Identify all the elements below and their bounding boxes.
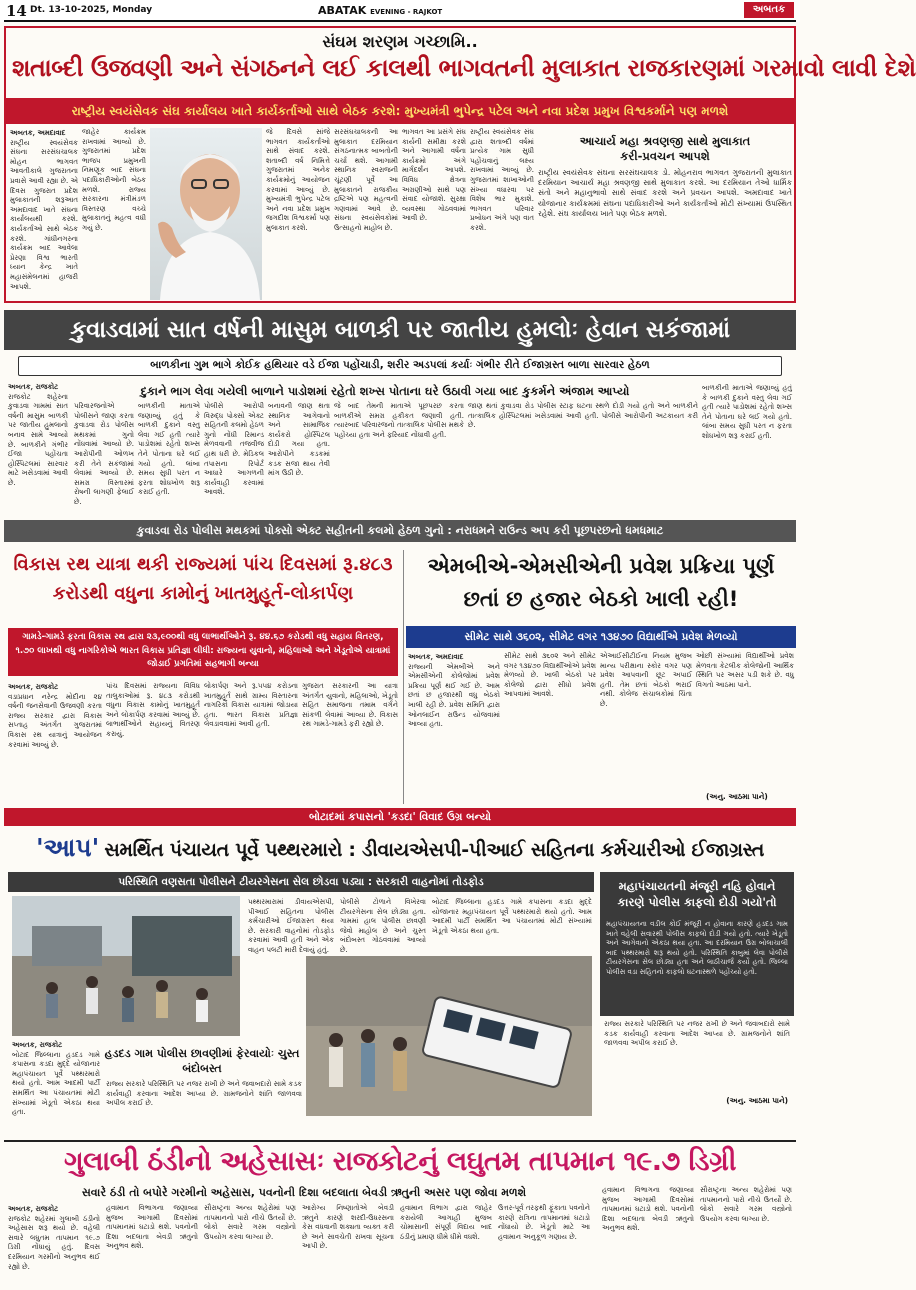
- headline-bar: [4, 310, 796, 350]
- inset-headline: દુકાને ભાગ લેવા ગયેલી બાળાને પાડોશમાં રહેતો શખ્સ પોતાના ઘરે ઉઠાવી ગયા બાદ કુકર્મને અંજામ આપ્યો: [140, 384, 630, 398]
- masthead-label: ABATAK EVENING - RAJKOT: [318, 4, 443, 17]
- article-column: આરોગ્ય નિષ્ણાતોએ બેવડી ઋતુને કારણે શરદી-ઉધરસના કેસ વધવાની શક્યતા વ્યક્ત કરી છે અને સાવચેતી રાખવા સૂચના આપી છે.: [302, 1204, 394, 1251]
- headline: વિકાસ રથ યાત્રા થકી રાજ્યમાં પાંચ દિવસમાં રૂ.૪૮૩ કરોડથી વધુના કામોનું ખાતમુહૂર્ત-લોકાર્પણ: [13, 554, 393, 604]
- sidebar-title: આચાર્ય મહા શ્રવણજી સાથે મુલાકાત કરી-પ્રવચન આપશે: [579, 134, 751, 163]
- article-column: અબતક, અમદાવાદ રાષ્ટ્રીય સ્વયંસેવક સંઘના સરસંઘચાલક મોહન ભાગવત આવતીકાલે ગુજરાતના પ્રવાસે આવી રહ્યા છે. એ દિવસ ગુજરાત પ્રદેશ મુલાકાતની શરૂઆત અમદાવાદ ખાતે સંઘના કાર્યાલયથી કરશે. કાર્યકર્તાઓ સાથે બેઠક કરશે. ગાંધીનગરના કાર્યક્રમ બાદ આવેલા પ્રેરણા વિશ્વ ભારતી ધ્યાન કેન્દ્ર ખાતે મહાસંમેલનમાં હાજરી આપશે.: [10, 128, 78, 291]
- subhead-bar: [8, 872, 594, 892]
- article-column: પોલીસે આરોપી વિરુદ્ધ પોક્સો એક્ટ સહિતની કલમો હેઠળ ગુનો નોંધી રિમાન્ડ મેળવવાની તજવીજ હાથ ધરી છે. મેડિકલ તપાસના રિપોર્ટ આધારે આગળની કાર્યવાહી કરવામાં આવશે.: [204, 402, 264, 497]
- article-column: અબતક, રાજકોટ રાજકોટ શહેરના કુવાડવા ગામમાં સાત વર્ષની માસુમ બાળકી પર જાતીય હુમલાનો બનાવ સામે આવ્યો છે. બાળકીને ગંભીર ઈજા પહોંચતા હોસ્પિટલમાં સારવાર માટે ખસેડવામાં આવી છે.: [8, 382, 68, 487]
- header-rule: [4, 20, 796, 22]
- story-rss: [4, 26, 916, 303]
- continuation-credit: (અનુ. આઠમા પાને): [706, 792, 768, 801]
- article-column: અબતક, અમદાવાદ રાજ્યની એમબીએ અને એમસીએની કોલેજોમાં પ્રવેશ પ્રક્રિયા પૂર્ણ થઈ ગઈ છે. આમ છતાં છ હજારથી વધુ બેઠકો ખાલી રહી છે. પ્રવેશ સમિતિ દ્વારા ઓનલાઈન રાઉન્ડ યોજવામાં આવ્યા હતા.: [408, 652, 500, 729]
- headline: એમબીએ-એમસીએની પ્રવેશ પ્રક્રિયા પૂર્ણ છતાં છ હજાર બેઠકો ખાલી રહી!: [427, 554, 775, 611]
- article-column: બાળકીની માતાએ જણાવ્યું હતું કે બાળકી દુકાને વસ્તુ લેવા ગઈ હતી ત્યારે પાડોશમાં રહેતો શખ્સ તેને પોતાના ઘરે લઈ ગયો હતો. લાંબા સમય સુધી પરત ન ફરતા શોધખોળ શરૂ કરાઈ હતી.: [702, 384, 792, 440]
- article-column: હવામાન વિભાગના જણાવ્યા મુજબ આગામી દિવસોમાં તાપમાનમાં ઘટાડો થશે. પવનોની દિશા બદલાતા બેવડી ઋતુનો અનુભવ થશે.: [602, 1186, 694, 1233]
- story-kuvadva: [4, 310, 796, 546]
- photo-caption: હડદડ ગામ પોલીસ છાવણીમાં ફેરવાયોઃ ચુસ્ત બંદોબસ્ત: [104, 1047, 300, 1075]
- headline: ગુલાબી ઠંડીનો અહેસાસઃ રાજકોટનું લઘુતમ તાપમાન ૧૯.૭ ડિગ્રી: [63, 1146, 737, 1177]
- kicker: સંઘમ શરણમ ગચ્છામિ..: [322, 32, 478, 51]
- article-column: અબતક, રાજકોટ રાજકોટ શહેરમાં ગુલાબી ઠંડીનો અહેસાસ શરૂ થયો છે. વહેલી સવારે લઘુતમ તાપમાન ૧૯.૭ ડિગ્રી નોંધાયું હતું. દિવસ દરમિયાન ગરમીનો અનુભવ થઈ રહ્યો છે.: [8, 1204, 100, 1271]
- article-column: સૌરાષ્ટ્રના અન્ય શહેરોમાં પણ તાપમાનનો પારો નીચે ઉતર્યો છે. લોકો સવારે ગરમ વસ્ત્રોનો ઉપયોગ કરવા લાગ્યા છે.: [204, 1204, 296, 1241]
- subhead-bar: [18, 356, 782, 376]
- article-column: હવામાન વિભાગના જણાવ્યા મુજબ આગામી દિવસોમાં તાપમાનમાં ઘટાડો થશે. પવનોની દિશા બદલાતા બેવડી ઋતુનો અનુભવ થશે.: [106, 1204, 198, 1251]
- sidebar-box: [538, 128, 792, 298]
- continuation-credit: (અનુ. આઠમા પાને): [726, 1096, 788, 1105]
- article-column: સરસંઘચાલકની આ મુલાકાત દરમિયાન સંગઠનાત્મક બાબતોની ચર્ચા થશે. આગામી સ્થાનિક સ્વરાજની ચૂંટણી પૂર્વે આ મુલાકાતને રાજકીય દ્રષ્ટિએ પણ મહત્વની ગણવામાં આવે છે. સંઘના સ્વયંસેવકોમાં ઉત્સાહનો માહોલ છે.: [334, 128, 398, 232]
- article-column: જાણ થતાં કુવાડવા રોડ પોલીસ સ્ટાફ ઘટના સ્થળે દોડી ગયો હતો અને બાળકીને તાત્કાલિક હોસ્પિટલમાં ખસેડવામાં આવી હતી. પોલીસે આરોપીની અટકાયત કરી છે.: [468, 402, 698, 430]
- story-mba-mca: [406, 548, 796, 806]
- crowd-photo: [12, 896, 240, 1036]
- subhead: ગામડે-ગામડે ફરતા વિકાસ રથ દ્વારા ૨૩,૯૦૦થી વધુ લાભાર્થીઓને રૂ. ૪૪.૬૭ કરોડથી વધુ સહાય વિતરણ, ૧.૭૦ લાખથી વધુ નાગરિકોએ ભારત વિકાસ પ્રતિજ્ઞા લીધી: રાજ્યના યુવાનો, મહિલાઓ અને ખેડૂતોએ યાત્રામાં જોડાઈ પ્રગતિમાં સહભાગી બન્યા: [15, 632, 391, 669]
- subhead: પરિસ્થિતિ વણસતા પોલીસને ટીયરગેસના સેલ છોડવા પડ્યા : સરકારી વાહનોમાં તોડફોડ: [118, 876, 484, 888]
- column-divider: [403, 550, 404, 804]
- article-column: હવામાન વિભાગ દ્વારા જાહેર કરાયેલી આગાહી મુજબ ચોમાસાની સંપૂર્ણ વિદાય બાદ ઠંડીનું પ્રમાણ ધીમે ધીમે વધશે.: [400, 1204, 492, 1241]
- story-weather: [4, 1140, 796, 1288]
- article-column: ઓછી સંખ્યામાં વિદ્યાર્થીઓ પ્રવેશ મેળવતા કેટલીક કોલેજોની આર્થિક સ્થિતિ પર અસર પડી શકે છે. વધુ વિગતો આઠમા પાને.: [696, 652, 794, 689]
- article-column: બનાવની જાણ થતા સ્થાનિક આગેવાનો અને સામાજિક કાર્યકરો હોસ્પિટલ દોડી ગયા હતા. આરોપીને કડકમાં કડક સજા થાય તેવી માંગ ઉઠી છે.: [268, 402, 330, 478]
- party-name: 'આપ': [35, 833, 100, 862]
- bhagwat-photo: [150, 128, 262, 300]
- subhead-bar: [8, 628, 398, 676]
- article-column: રાષ્ટ્રીય સ્વયંસેવક સંઘ દ્વારા શતાબ્દી વર્ષમાં પ્રત્યેક ગામ સુધી પહોંચવાનું લક્ષ્ય રાખવામાં આવ્યું છે. ગુજરાતમાં શાખાઓની સંખ્યા વધારવા પર વિશેષ ભાર મુકાશે. ભાગવત પરિવાર પ્રબોધન અંગે પણ વાત કરશે.: [470, 128, 534, 232]
- vehicle-illustration: [306, 956, 592, 1116]
- article-column: પોલીસે ટોળાને વિખેરવા ટીયરગેસના સેલ છોડ્યા હતા. ગામમાં હાલ પોલીસ છાવણી જેવો માહોલ છે અને ચુસ્ત બંદોબસ્ત ગોઠવવામાં આવ્યો છે.: [340, 898, 426, 954]
- headline: કુવાડવામાં સાત વર્ષની માસુમ બાળકી પર જાતીય હુમલોઃ હેવાન સકંજામાં: [70, 317, 730, 343]
- article-column: જે દિવસે સાંજે ભાગવત કાર્યકર્તાઓ સાથે સંવાદ કરશે. શતાબ્દી વર્ષ નિમિત્તે ગુજરાતમાં અનેક કાર્યક્રમોનું આયોજન કરવામાં આવ્યું છે. મુખ્યમંત્રી ભુપેન્દ્ર પટેલ અને નવા પ્રદેશ પ્રમુખ જગદીશ વિશ્વકર્મા પણ મુલાકાત કરશે.: [266, 128, 330, 232]
- article-column: સીમેટ સાથે ૩૬૦૨ અને સીમેટ વગર ૧૩૪૭૦ વિદ્યાર્થીઓએ પ્રવેશ મેળવ્યો છે. ખાલી બેઠકો પર કોલેજો દ્વારા સીધો પ્રવેશ આપવામાં આવશે.: [504, 652, 596, 699]
- article-column: બોટાદ જિલ્લાના હડદડ ગામે કપાસના કડદા મુદ્દે યોજાનાર મહાપંચાયત પૂર્વે પથ્થરમારો થયો હતો. આમ આદમી પાર્ટી સમર્થિત આ પંચાયતમાં મોટી સંખ્યામાં ખેડૂતો એકઠા થયા હતા.: [432, 898, 592, 935]
- article-column: ભાગવત આ પ્રસંગે સંઘ કાર્યની સમીક્ષા કરશે અને આગામી વર્ષના કાર્યક્રમો અંગે માર્ગદર્શન આપશે. વિવિધ ક્ષેત્રના અગ્રણીઓ સાથે પણ સંવાદ યોજાશે. સુરક્ષા વ્યવસ્થા ગોઠવવામાં આવી છે.: [402, 128, 466, 223]
- subhead: રાષ્ટ્રીય સ્વયંસેવક સંઘ કાર્યાલય ખાતે કાર્યકર્તાઓ સાથે બેઠક કરશે: મુખ્યમંત્રી ભુપેન્દ્ર પટેલ અને નવા પ્રદેશ પ્રમુખ વિશ્વકર્માને પણ મળશે: [71, 104, 729, 118]
- sidebar-box: [600, 872, 794, 1134]
- article-column: પથ્થરમારામાં ડીવાયએસપી, પીઆઈ સહિતના પોલીસ કર્મચારીઓ ઈજાગ્રસ્ત થયા છે. સરકારી વાહનોમાં તોડફોડ કરવામાં આવી હતી અને એક વાહન પલટી મારી દેવાયું હતું.: [248, 898, 334, 954]
- kicker-bar: [4, 808, 796, 826]
- subhead-bar: [406, 626, 796, 648]
- article-column: એઆઈસીટીઈના નિયમ મુજબ માન્ય પરીક્ષાના સ્કોર વગર પણ પ્રવેશ આપવાની છૂટ અપાઈ હતી. તેમ છતાં બેઠકો ભરાઈ નથી. કોલેજ સંચાલકોમાં ચિંતા છે.: [600, 652, 692, 708]
- subhead: સવારે ઠંડી તો બપોરે ગરમીનો અહેસાસ, પવનોની દિશા બદલાતા બેવડી ઋતુની અસર પણ જોવા મળશે: [81, 1186, 527, 1199]
- footer-line: કુવાડવા રોડ પોલીસ મથકમાં પોક્સો એક્ટ સહીતની કલમો હેઠળ ગુનો : નરાધમને રાઉન્ડ અપ કરી પૂછપરછનો ધમધમાટ: [136, 524, 664, 537]
- main-headline: શતાબ્દી ઉજવણી અને સંગઠનને લઈ કાલથી ભાગવતની મુલાકાત રાજકારણમાં ગરમાવો લાવી દેશે: [12, 54, 916, 82]
- page-header: [0, 0, 800, 22]
- article-column: ઉત્તર-પૂર્વ તરફથી ફૂંકાતા પવનોને કારણે રાત્રિના તાપમાનમાં ઘટાડો નોંધાયો છે. ખેડૂતો માટે આ હવામાન અનુકૂળ ગણાય છે.: [498, 1204, 590, 1241]
- page-number: 14: [6, 2, 27, 20]
- kicker: બોટાદમાં કપાસનો 'કડદા' વિવાદ ઉગ્ર બન્યો: [308, 811, 492, 823]
- sidebar-title-box: [600, 872, 794, 916]
- headline: [4, 828, 796, 868]
- subhead-bar: [6, 98, 794, 124]
- sidebar-body: રાષ્ટ્રીય સ્વયંસેવક સંઘના સરસંઘચાલક ડો. મોહનરાવ ભાગવત ગુજરાતની મુલાકાત દરમિયાન આચાર્ય મહા શ્રવણજી સાથે મુલાકાત કરશે. આ દરમિયાન તેઓ ધાર્મિક સંતો અને મહાનુભાવો સાથે સંવાદ કરશે અને પ્રવચન આપશે. અમદાવાદ ખાતે યોજાનાર કાર્યક્રમમાં સંઘના પદાધિકારીઓ અને કાર્યકર્તાઓ મોટી સંખ્યામાં ઉપસ્થિત રહેશે. સંઘ કાર્યાલય ખાતે પણ બેઠક મળશે.: [538, 168, 792, 218]
- article-column: પાંચ દિવસમાં રાજ્યના વિવિધ તાલુકાઓમાં રૂ. ૪૮૩ કરોડથી વધુના વિકાસ કામોનું ખાતમુહૂર્ત અને લોકાર્પણ કરવામાં આવ્યું છે. લાભાર્થીઓને સહાયનું વિતરણ કરાયું.: [106, 682, 200, 738]
- article-column: અબતક, રાજકોટ બોટાદ જિલ્લાના હડદડ ગામે કપાસના કડદા મુદ્દે યોજાનાર મહાપંચાયત પૂર્વે પથ્થરમારો થયો હતો. આમ આદમી પાર્ટી સમર્થિત આ પંચાયતમાં મોટી સંખ્યામાં ખેડૂતો એકઠા થયા હતા.: [12, 1040, 100, 1117]
- article-column: રાજ્ય સરકારે પરિસ્થિતિ પર નજર રાખી છે અને જવાબદારો સામે કડક કાર્યવાહી કરવાના આદેશ આપ્યા છે. ગ્રામજનોને શાંતિ જાળવવા અપીલ કરાઈ છે.: [106, 1080, 302, 1108]
- footer-bar: [4, 520, 796, 542]
- article-column: લોકાર્પણ અને રૂ.૫૫૪ કરોડના ખાતમુહૂર્ત સાથે ગ્રામ્ય વિસ્તારના નાગરિકો વિકાસ યાત્રામાં જોડાયા હતા. ભારત વિકાસ પ્રતિજ્ઞા લેવડાવવામાં આવી હતી.: [204, 682, 298, 729]
- article-column: ગુજરાત સરકારની આ યાત્રા અંતર્ગત યુવાનો, મહિલાઓ, ખેડૂતો સહિત સમાજના તમામ વર્ગને સાંકળી લેવામાં આવ્યા છે. વિકાસ રથ ગામડે-ગામડે ફરી રહ્યો છે.: [302, 682, 398, 729]
- article-column: બાળકીની માતાએ જણાવ્યું હતું કે બાળકી દુકાને વસ્તુ લેવા ગઈ હતી ત્યારે પાડોશમાં રહેતો શખ્સ તેને પોતાના ઘરે લઈ ગયો હતો. લાંબા સમય સુધી પરત ન ફરતા શોધખોળ શરૂ કરાઈ હતી.: [138, 402, 200, 497]
- article-column: જે બાદ તેમની માતાએ પૂછપરછ કરતા બાળકીએ સમગ્ર હકીકત જણાવી હતી. ત્યારબાદ પરિવારજનો તાત્કાલિક પોલીસ મથકે પહોંચ્યા હતા અને ફરિયાદ નોંધાવી હતી.: [334, 402, 464, 439]
- subhead: સીમેટ સાથે ૩૬૦૨, સીમેટ વગર ૧૩૪૭૦ વિદ્યાર્થીએ પ્રવેશ મેળવ્યો: [464, 631, 738, 643]
- article-column: પરિવારજનોએ પોલીસને જાણ કરતા કુવાડવા રોડ પોલીસ મથકમાં ગુનો નોંધવામાં આવ્યો છે. આરોપીની ઓળખ કરી તેને સકંજામાં લેવામાં આવ્યો છે. સમગ્ર વિસ્તારમાં રોષની લાગણી ફેલાઈ છે.: [74, 402, 134, 506]
- subhead: બાળકીના ગુમ ભાગે કોઈક હથિયાર વડે ઈજા પહોંચાડી, શરીર અડપલાં કર્યાઃ ગંભીર રીતે ઈજાગ્રસ્ત બાળા સારવાર હેઠળ: [150, 359, 650, 371]
- sidebar-body: મહાપંચાયતના વડીલ કોઈ મંજૂરી ન હોવાના કારણે હડદડ ગામ ખાતે વહેલી સવારથી પોલીસ કાફલો દોડી ગયો હતો. ત્યારે ખેડૂતો અને આગેવાનો એકઠા થયા હતા. આ દરમિયાન ઉગ્ર બોલાચાલી બાદ પથ્થરમારો શરૂ થયો હતો. પરિસ્થિતિ કાબુમાં લેવા પોલીસે ટીયરગેસના સેલ છોડ્યા હતા અને લાઠીચાર્જ કર્યો હતો. જિલ્લા પોલીસ વડા સહિતનો કાફલો ઘટનાસ્થળે પહોંચ્યો હતો.: [600, 916, 794, 1016]
- article-column: સૌરાષ્ટ્રના અન્ય શહેરોમાં પણ તાપમાનનો પારો નીચે ઉતર્યો છે. લોકો સવારે ગરમ વસ્ત્રોનો ઉપયોગ કરવા લાગ્યા છે.: [700, 1186, 792, 1223]
- article-column: અબતક, રાજકોટ વડાપ્રધાન નરેન્દ્ર મોદીના ૨૪ વર્ષની જનસેવાની ઉજવણી કરતા રાજ્ય સરકાર દ્વારા વિકાસ સપ્તાહ અંતર્ગત ગુજરાતમાં વિકાસ રથ યાત્રાનું આયોજન કરવામાં આવ્યું છે.: [8, 682, 102, 749]
- sidebar-body-cont: રાજ્ય સરકારે પરિસ્થિતિ પર નજર રાખી છે અને જવાબદારો સામે કડક કાર્યવાહી કરવાના આદેશ આપ્યા છે. ગ્રામજનોને શાંતિ જાળવવા અપીલ કરાઈ છે.: [604, 1020, 790, 1048]
- article-column: જાહેર કાર્યક્રમ રાખવામાં આવ્યો છે. ગુજરાતમાં પ્રદેશ ભાજપ પ્રમુખની નિમણૂક બાદ સંઘના પદાધિકારીઓની બેઠક મળશે. રાજ્ય સરકારના મંત્રીમંડળ વિસ્તરણ વચ્ચે મુલાકાતનું મહત્વ વધી ગયું છે.: [82, 128, 146, 232]
- portrait-illustration: [150, 128, 262, 300]
- headline-text: સમર્થિત પંચાયત પૂર્વે પથ્થરમારો : ડીવાયએસપી-પીઆઈ સહિતના કર્મચારીઓ ઈજાગ્રસ્ત: [104, 839, 765, 861]
- brand-logo: અબતક: [744, 2, 794, 18]
- crowd-illustration: [12, 896, 240, 1036]
- date-line: Dt. 13-10-2025, Monday: [30, 5, 153, 15]
- sidebar-title: મહાપંચાયતની મંજૂરી નહિ હોવાને કારણે પોલીસ કાફલો દોડી ગયો'તો: [617, 879, 777, 909]
- story-botad: [4, 808, 796, 1138]
- story-vikas-rath: [4, 548, 402, 806]
- overturned-vehicle-photo: [306, 956, 592, 1116]
